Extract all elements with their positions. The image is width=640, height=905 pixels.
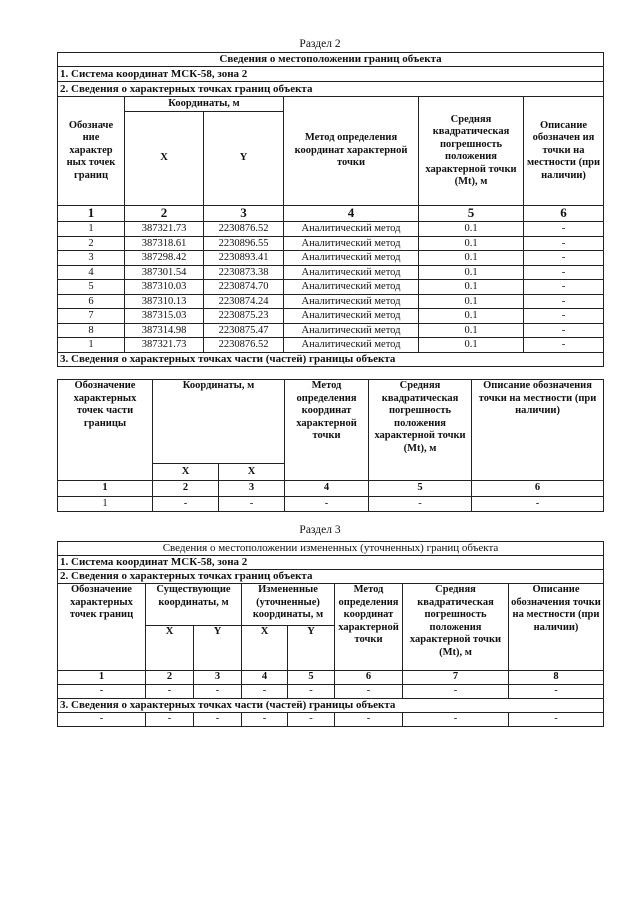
table-row	[58, 280, 604, 295]
cell-desc: -	[524, 309, 604, 324]
col-y: Y	[288, 626, 335, 671]
cell-y: 2230875.47	[204, 323, 284, 338]
table-row-cell: -	[403, 685, 509, 699]
col-number: 1	[58, 481, 153, 497]
col-number: 5	[419, 206, 524, 222]
col-number: 3	[219, 481, 285, 497]
cell-x: 387321.73	[125, 338, 204, 353]
part-cell: -	[153, 497, 219, 512]
table-row	[58, 323, 604, 338]
table-row	[58, 265, 604, 280]
table-row-cell: -	[146, 685, 194, 699]
cell-mt: 0.1	[419, 323, 524, 338]
part-col-description: Описание обозначения точки на местности (при наличии)	[472, 380, 604, 481]
cell-x: 387314.98	[125, 323, 204, 338]
cell-desc: -	[524, 280, 604, 295]
cell-x: 387310.13	[125, 294, 204, 309]
points-info-label: 2. Сведения о характерных точках границ объекта	[58, 570, 604, 584]
table-row	[58, 251, 604, 266]
col-number: 3	[204, 206, 284, 222]
col-x: X	[146, 626, 194, 671]
part-cell: -	[472, 497, 604, 512]
col-number-row-cell: 5	[288, 671, 335, 685]
cell-method: Аналитический метод	[284, 294, 419, 309]
part-row-cell: -	[509, 713, 604, 727]
table-row-cell: -	[58, 685, 146, 699]
cell-desc: -	[524, 222, 604, 237]
table-row	[58, 294, 604, 309]
part-row-cell: -	[335, 713, 403, 727]
cell-y: 2230893.41	[204, 251, 284, 266]
part-col-coordinates: Координаты, м	[153, 380, 285, 464]
cell-mt: 0.1	[419, 236, 524, 251]
part-points-label: 3. Сведения о характерных точках части (частей) границы объекта	[58, 699, 604, 713]
col-number: 5	[369, 481, 472, 497]
cell-y: 2230875.23	[204, 309, 284, 324]
part-cell: -	[369, 497, 472, 512]
table-row-cell: -	[288, 685, 335, 699]
part-row-cell: -	[194, 713, 242, 727]
cell-desc: -	[524, 236, 604, 251]
cell-desc: -	[524, 251, 604, 266]
col-number: 4	[284, 206, 419, 222]
col-number-row-cell: 7	[403, 671, 509, 685]
section-2-title: Раздел 2	[299, 38, 341, 50]
col-number: 2	[125, 206, 204, 222]
col-existing-coords: Существующие координаты, м	[146, 584, 242, 626]
part-cell: 1	[58, 497, 153, 512]
cell-mt: 0.1	[419, 251, 524, 266]
col-number-row-cell: 8	[509, 671, 604, 685]
cell-x: 387318.61	[125, 236, 204, 251]
section-2-part-table	[57, 379, 604, 512]
col-number: 4	[285, 481, 369, 497]
col-number-row-cell: 1	[58, 671, 146, 685]
table-row-cell: -	[509, 685, 604, 699]
table-row	[58, 685, 604, 699]
table-row-cell: -	[242, 685, 288, 699]
section-2-header: Сведения о местоположении границ объекта	[58, 53, 604, 67]
section-3-title: Раздел 3	[299, 524, 341, 536]
cell-method: Аналитический метод	[284, 280, 419, 295]
table-row-cell: -	[335, 685, 403, 699]
cell-mt: 0.1	[419, 265, 524, 280]
col-y: Y	[204, 112, 284, 206]
col-number-row	[58, 671, 604, 685]
cell-y: 2230896.55	[204, 236, 284, 251]
part-row-cell: -	[403, 713, 509, 727]
cell-y: 2230874.70	[204, 280, 284, 295]
part-cell: -	[285, 497, 369, 512]
cell-method: Аналитический метод	[284, 265, 419, 280]
cell-n: 2	[58, 236, 125, 251]
cell-desc: -	[524, 338, 604, 353]
part-cell: -	[219, 497, 285, 512]
part-col-x: X	[153, 464, 219, 481]
coordinate-system-label: 1. Система координат МСК-58, зона 2	[58, 556, 604, 570]
part-row-cell: -	[288, 713, 335, 727]
col-accuracy: Средняя квадратическая погрешность положения характерной точки (Mt), м	[419, 97, 524, 206]
cell-method: Аналитический метод	[284, 323, 419, 338]
cell-desc: -	[524, 323, 604, 338]
cell-method: Аналитический метод	[284, 338, 419, 353]
part-col-accuracy: Средняя квадратическая погрешность положения характерной точки (Mt), м	[369, 380, 472, 481]
cell-mt: 0.1	[419, 309, 524, 324]
cell-n: 7	[58, 309, 125, 324]
col-number-row-cell: 2	[146, 671, 194, 685]
part-row	[58, 713, 604, 727]
col-number-row-cell: 6	[335, 671, 403, 685]
col-number: 2	[153, 481, 219, 497]
cell-n: 1	[58, 222, 125, 237]
col-number: 1	[58, 206, 125, 222]
col-x: X	[125, 112, 204, 206]
section-3-table	[57, 541, 604, 727]
cell-x: 387310.03	[125, 280, 204, 295]
cell-n: 4	[58, 265, 125, 280]
cell-x: 387301.54	[125, 265, 204, 280]
cell-y: 2230874.24	[204, 294, 284, 309]
col-accuracy: Средняя квадратическая погрешность положения характерной точки (Mt), м	[403, 584, 509, 671]
col-designation: Обозначение характерных точек границ	[58, 584, 146, 671]
table-row	[58, 338, 604, 353]
col-method: Метод определения координат характерной точки	[284, 97, 419, 206]
cell-mt: 0.1	[419, 338, 524, 353]
cell-y: 2230873.38	[204, 265, 284, 280]
cell-x: 387321.73	[125, 222, 204, 237]
points-info-label: 2. Сведения о характерных точках границ объекта	[58, 82, 604, 97]
col-x: X	[242, 626, 288, 671]
col-number-row-cell: 3	[194, 671, 242, 685]
cell-method: Аналитический метод	[284, 236, 419, 251]
coordinate-system-label: 1. Система координат МСК-58, зона 2	[58, 67, 604, 82]
part-row-cell: -	[242, 713, 288, 727]
cell-method: Аналитический метод	[284, 251, 419, 266]
part-col-y: X	[219, 464, 285, 481]
cell-n: 1	[58, 338, 125, 353]
part-col-designation: Обозначение характерных точек части границы	[58, 380, 153, 481]
cell-y: 2230876.52	[204, 222, 284, 237]
col-description: Описание обозначен ия точки на местности (при наличии)	[524, 97, 604, 206]
cell-n: 3	[58, 251, 125, 266]
cell-x: 387298.42	[125, 251, 204, 266]
cell-n: 8	[58, 323, 125, 338]
cell-method: Аналитический метод	[284, 309, 419, 324]
cell-mt: 0.1	[419, 222, 524, 237]
part-row-cell: -	[146, 713, 194, 727]
col-y: Y	[194, 626, 242, 671]
cell-desc: -	[524, 294, 604, 309]
cell-y: 2230876.52	[204, 338, 284, 353]
cell-n: 6	[58, 294, 125, 309]
table-row	[58, 222, 604, 237]
cell-mt: 0.1	[419, 294, 524, 309]
col-designation: Обозначе ние характер ных точек границ	[58, 97, 125, 206]
col-description: Описание обозначения точки на местности (при наличии)	[509, 584, 604, 671]
cell-x: 387315.03	[125, 309, 204, 324]
table-row	[58, 309, 604, 324]
section-3-header: Сведения о местоположении измененных (уточненных) границ объекта	[58, 542, 604, 556]
cell-method: Аналитический метод	[284, 222, 419, 237]
cell-mt: 0.1	[419, 280, 524, 295]
cell-n: 5	[58, 280, 125, 295]
col-number: 6	[472, 481, 604, 497]
section-2-table	[57, 52, 604, 367]
part-row-cell: -	[58, 713, 146, 727]
table-row-cell: -	[194, 685, 242, 699]
col-changed-coords: Измененные (уточненные) координаты, м	[242, 584, 335, 626]
col-method: Метод определения координат характерной точки	[335, 584, 403, 671]
col-number-row-cell: 4	[242, 671, 288, 685]
col-coordinates: Координаты, м	[125, 97, 284, 112]
part-col-method: Метод определения координат характерной точки	[285, 380, 369, 481]
cell-desc: -	[524, 265, 604, 280]
col-number: 6	[524, 206, 604, 222]
part-points-label: 3. Сведения о характерных точках части (частей) границы объекта	[58, 352, 604, 366]
table-row	[58, 236, 604, 251]
